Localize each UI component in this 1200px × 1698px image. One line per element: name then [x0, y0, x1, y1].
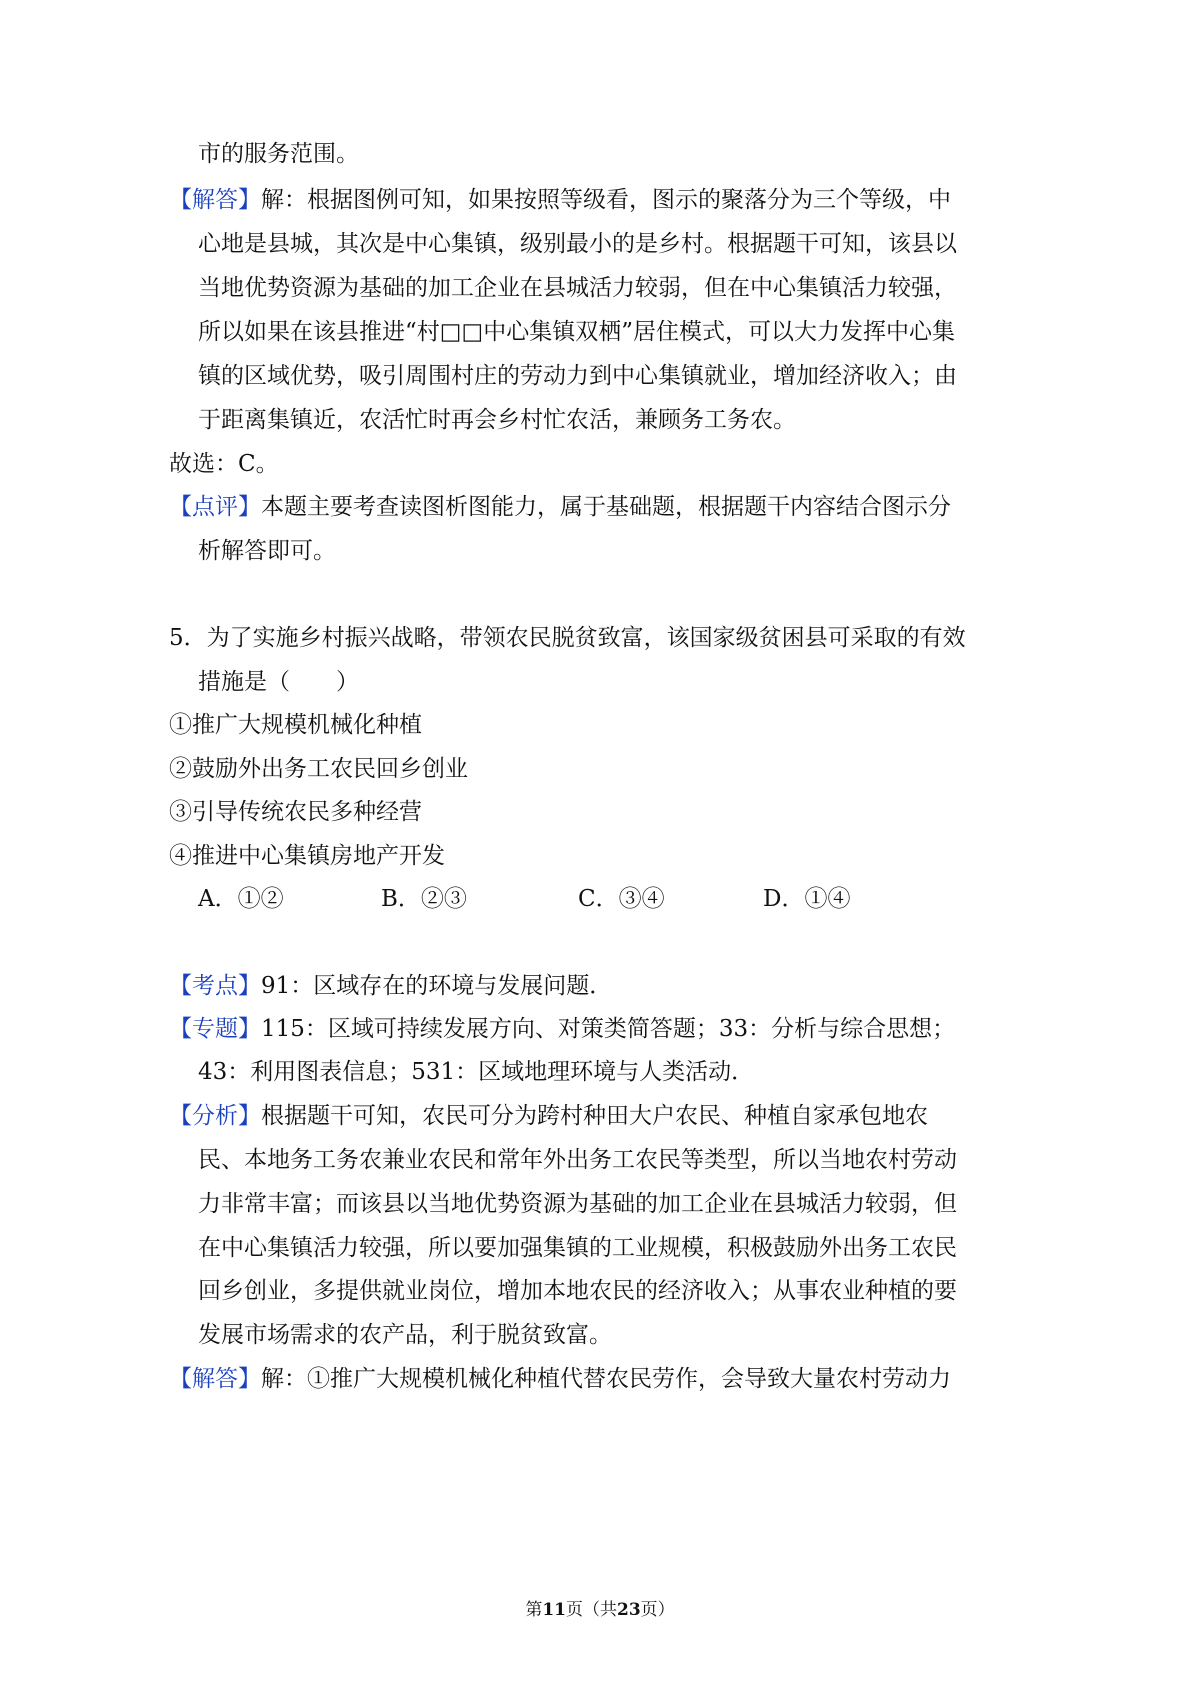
kaodian-text: 91：区域存在的环境与发展问题． — [261, 973, 613, 999]
review-text: 本题主要考查读图析图能力，属于基础题，根据题干内容结合图示分 — [261, 494, 951, 520]
question-item-2: ②鼓励外出务工农民回乡创业 — [169, 756, 468, 782]
option-b: B．②③ — [381, 886, 467, 912]
answer-line-1 — [169, 185, 951, 215]
footer-total-pages: 23 — [617, 1600, 641, 1620]
kaodian-line — [169, 971, 612, 1001]
page-footer — [0, 1599, 1200, 1621]
question-stem-2: 措施是（ ） — [198, 669, 359, 695]
question-item-3: ③引导传统农民多种经营 — [169, 799, 422, 825]
footer-post: 页） — [640, 1600, 675, 1620]
zhuanti-tag: 【专题】 — [169, 1016, 261, 1042]
zhuanti-text: 115：区域可持续发展方向、对策类简答题；33：分析与综合思想； — [261, 1016, 956, 1042]
footer-mid: 页（共 — [566, 1600, 617, 1620]
fenxi-line-1 — [169, 1101, 928, 1131]
jieda-tag: 【解答】 — [169, 1366, 261, 1392]
jieda-text: 解：①推广大规模机械化种植代替农民劳作，会导致大量农村劳动力 — [261, 1366, 951, 1392]
fenxi-text: 根据题干可知，农民可分为跨村种田大户农民、种植自家承包地农 — [261, 1103, 928, 1129]
fenxi-line-4: 在中心集镇活力较强，所以要加强集镇的工业规模，积极鼓励外出务工农民 — [198, 1235, 957, 1261]
option-a: A．①② — [198, 886, 284, 912]
question-stem-1: 5．为了实施乡村振兴战略，带领农民脱贫致富，该国家级贫困县可采取的有效 — [169, 625, 966, 651]
zhuanti-line-1 — [169, 1014, 955, 1044]
answer-line-5: 镇的区域优势，吸引周围村庄的劳动力到中心集镇就业，增加经济收入；由 — [198, 363, 957, 389]
answer-line-4: 所以如果在该县推进“村□□中心集镇双栖”居住模式，可以大力发挥中心集 — [198, 319, 955, 345]
fenxi-line-2: 民、本地务工务农兼业农民和常年外出务工农民等类型，所以当地农村劳动 — [198, 1147, 957, 1173]
option-c: C．③④ — [578, 886, 665, 912]
option-d: D．①④ — [763, 886, 851, 912]
question-item-4: ④推进中心集镇房地产开发 — [169, 843, 445, 869]
question-item-1: ①推广大规模机械化种植 — [169, 712, 422, 738]
answer-tag: 【解答】 — [169, 187, 261, 213]
answer-text: 解：根据图例可知，如果按照等级看，图示的聚落分为三个等级，中 — [261, 187, 951, 213]
fenxi-tag: 【分析】 — [169, 1103, 261, 1129]
review-line-2: 析解答即可。 — [198, 538, 336, 564]
review-line-1 — [169, 492, 951, 522]
fenxi-line-6: 发展市场需求的农产品，利于脱贫致富。 — [198, 1322, 612, 1348]
answer-line-6: 于距离集镇近，农活忙时再会乡村忙农活，兼顾务工务农。 — [198, 407, 796, 433]
fenxi-line-3: 力非常丰富；而该县以当地优势资源为基础的加工企业在县城活力较弱，但 — [198, 1191, 957, 1217]
review-tag: 【点评】 — [169, 494, 261, 520]
kaodian-tag: 【考点】 — [169, 973, 261, 999]
fenxi-line-5: 回乡创业，多提供就业岗位，增加本地农民的经济收入；从事农业种植的要 — [198, 1278, 957, 1304]
answer-line-2: 心地是县城，其次是中心集镇，级别最小的是乡村。根据题干可知，该县以 — [198, 231, 957, 257]
continued-line: 市的服务范围。 — [198, 141, 359, 167]
zhuanti-line-2: 43：利用图表信息；531：区域地理环境与人类活动． — [198, 1059, 755, 1085]
jieda-line — [169, 1364, 951, 1394]
footer-pre: 第 — [525, 1600, 543, 1620]
footer-page-number: 11 — [542, 1600, 566, 1620]
answer-line-3: 当地优势资源为基础的加工企业在县城活力较弱，但在中心集镇活力较强， — [198, 275, 957, 301]
choice-line: 故选：C。 — [169, 451, 279, 477]
